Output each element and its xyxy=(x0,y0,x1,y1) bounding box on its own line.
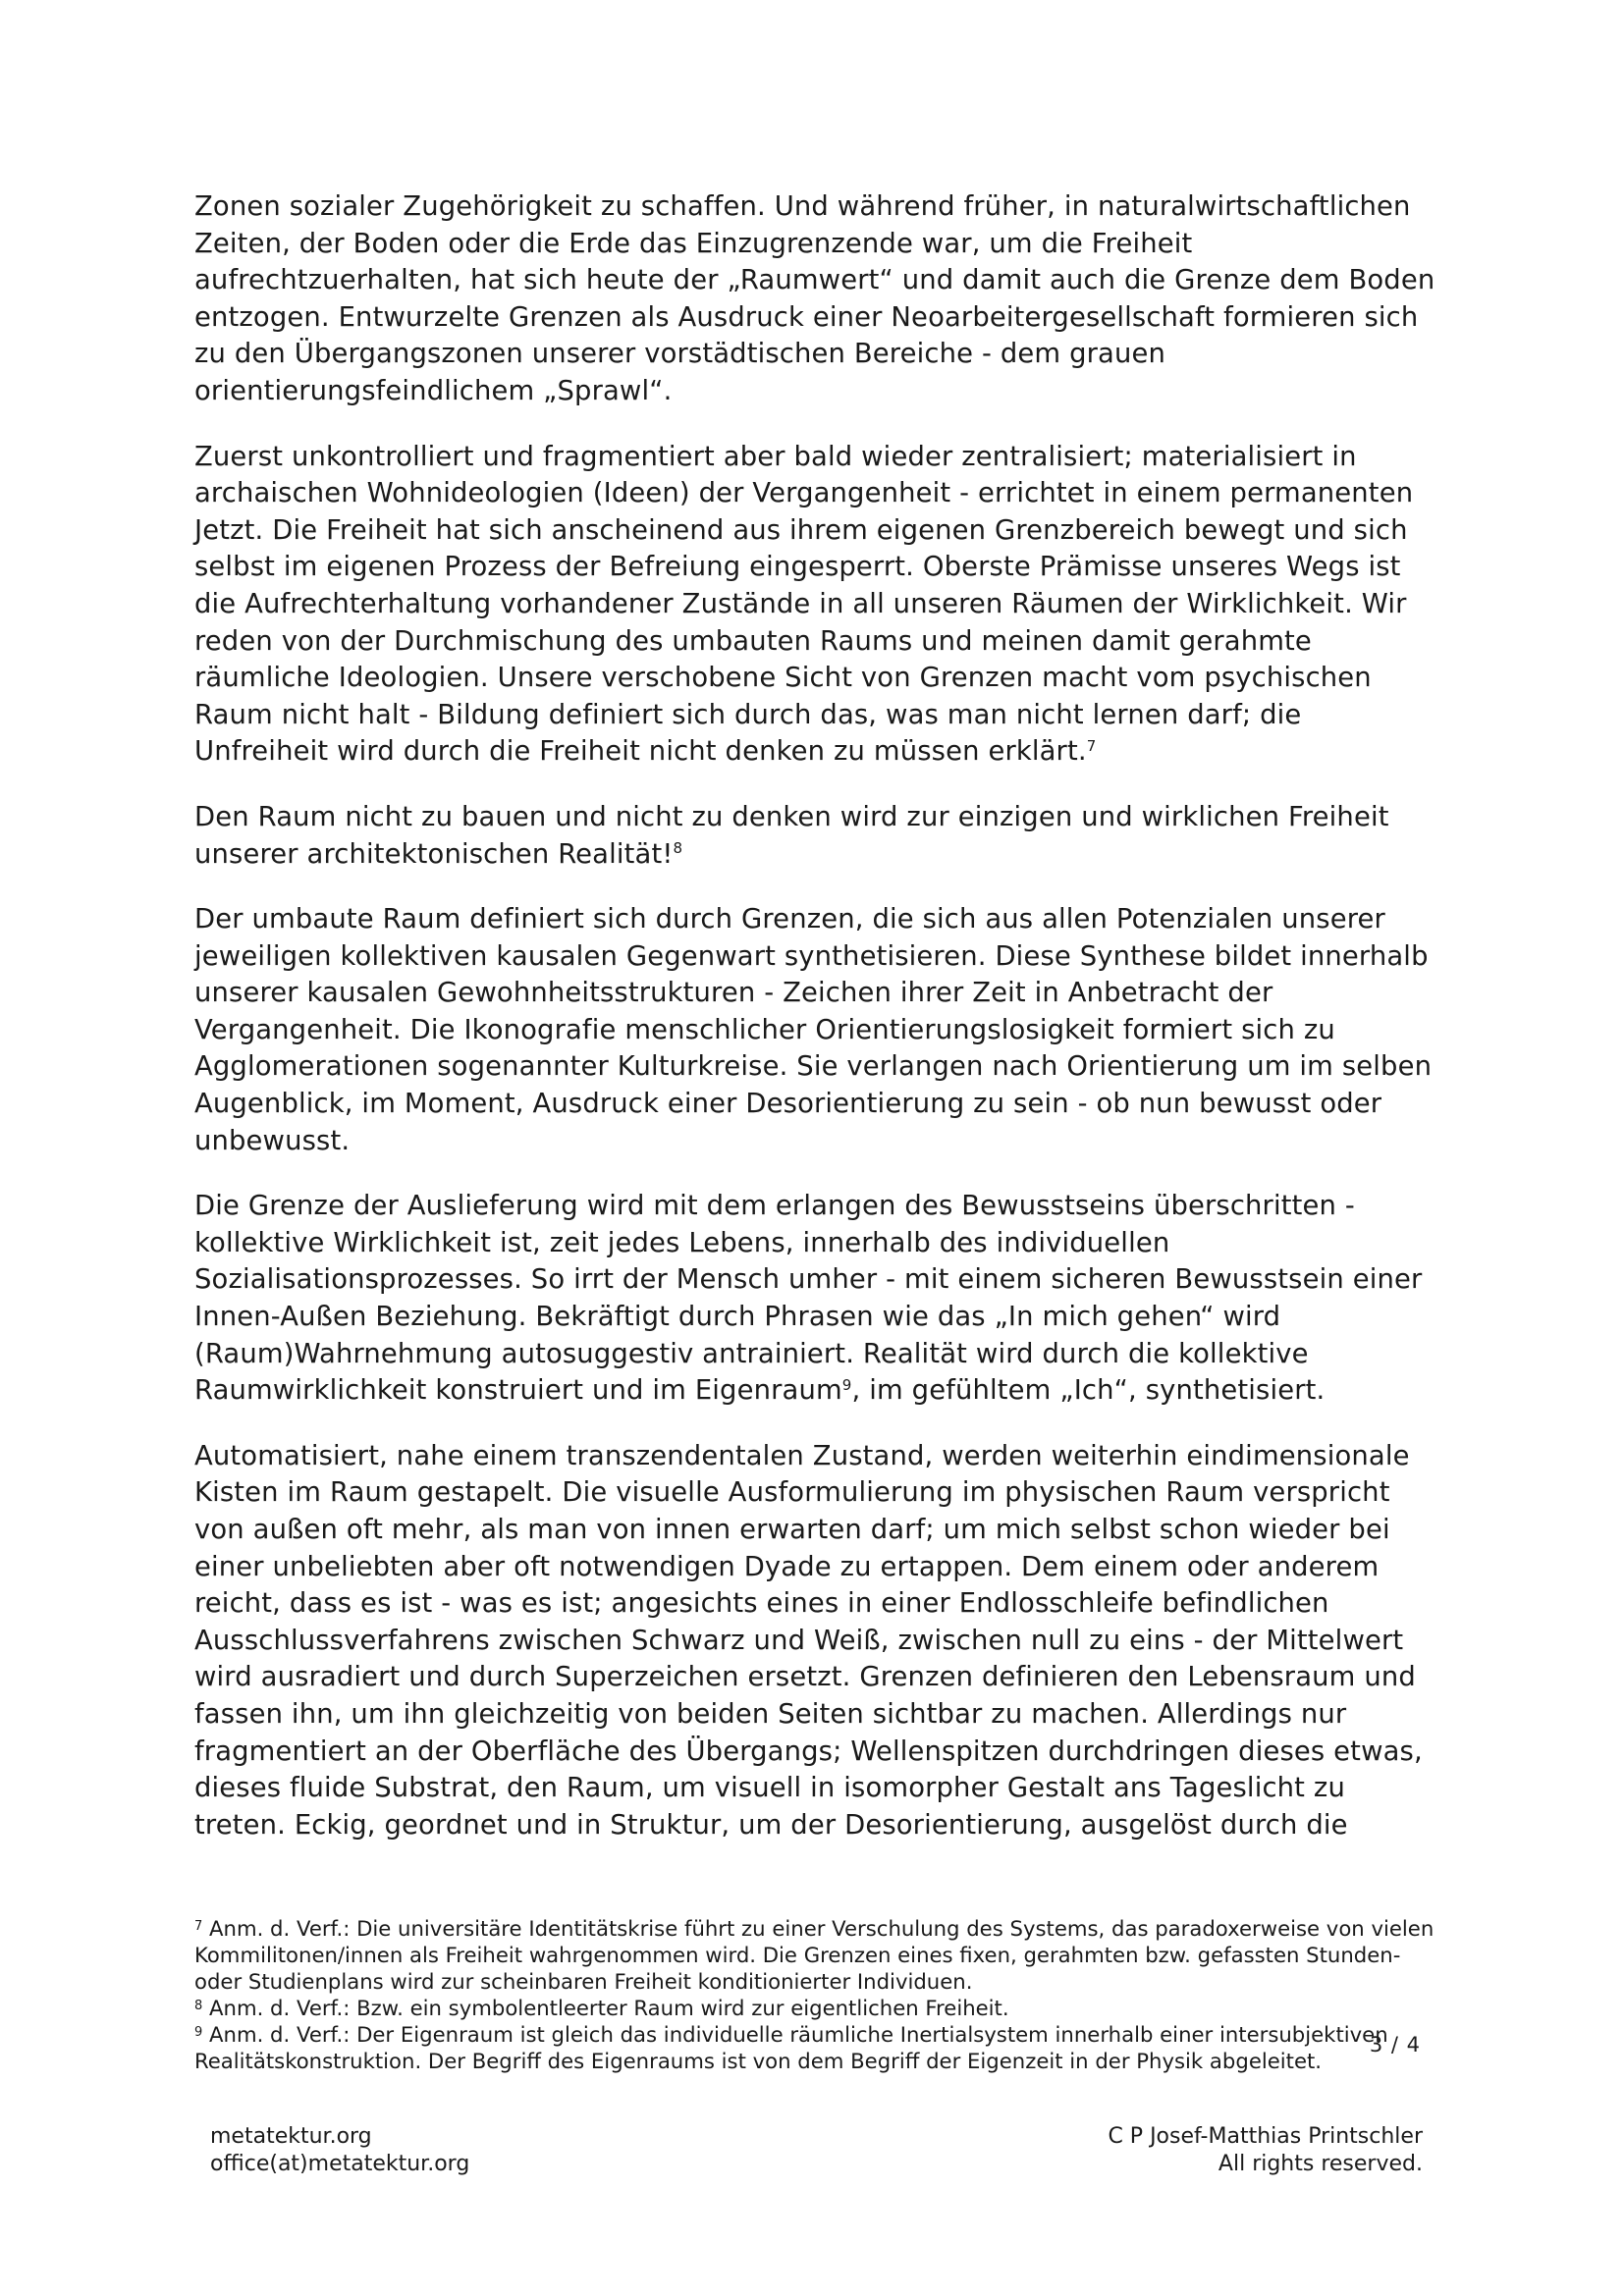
email-link[interactable]: office(at)metatektur.org xyxy=(210,2152,470,2176)
footnote-number: 7 xyxy=(194,1918,203,1934)
paragraph: Den Raum nicht zu bauen und nicht zu denken wird zur einzigen und wirklichen Freiheit unserer architektonischen Realität!$^8$ xyxy=(194,801,1389,870)
paragraph: Zonen sozialer Zugehörigkeit zu schaffen. Und während früher, in naturalwirtschaftlichen Zeiten, der Boden oder die Erde das Einzugrenzende war, um die Freiheit aufrechtzuerhalten, hat sich heute der „Raumwert“ und damit auch die Grenze dem Boden entzogen. Entwurzelte Grenzen als Ausdruck einer Neoarbeitergesellschaft formieren sich zu den Übergangszonen unserer vorstädtischen Bereiche - dem grauen orientierungsfeindlichem „Sprawl“. xyxy=(194,191,1435,406)
footnote-number: 9 xyxy=(194,2024,203,2040)
footnote-ref[interactable]: 8 xyxy=(673,839,683,858)
footnote-ref[interactable]: 7 xyxy=(1086,737,1097,756)
paragraph: Der umbaute Raum definiert sich durch Grenzen, die sich aus allen Potenzialen unserer jeweiligen kollektiven kausalen Gegenwart synthetisieren. Diese Synthese bildet innerhalb unserer kausalen Gewohnheitsstrukturen - Zeichen ihrer Zeit in Anbetracht der Vergangenheit. Die Ikonografie menschlicher Orientierungslosigkeit formiert sich zu Agglomerationen sogenannter Kulturkreise. Sie verlangen nach Orientierung um im selben Augenblick, im Moment, Ausdruck einer Desorientierung zu sein - ob nun bewusst oder unbewusst. xyxy=(194,904,1433,1156)
rights-notice: All rights reserved. xyxy=(1218,2152,1423,2176)
footnote: $^8$ Anm. d. Verf.: Bzw. ein symbolentleerter Raum wird zur eigentlichen Freiheit. xyxy=(194,1996,1009,2020)
footnote: $^7$ Anm. d. Verf.: Die universitäre Identitätskrise führt zu einer Verschulung des Systems, das paradoxerweise von vielen Kommilitonen/innen als Freiheit wahrgenommen wird. Die Grenzen eines fixen, gerahmten bzw. gefassten Stunden- oder Studienplans wird zur scheinbaren Freiheit konditionierter Individuen. xyxy=(194,1916,1435,1994)
page-number: 3 / 4 xyxy=(1369,2033,1421,2056)
footnote: $^9$ Anm. d. Verf.: Der Eigenraum ist gleich das individuelle räumliche Inertialsystem innerhalb einer intersubjektiven Realitätskonstruktion. Der Begriff des Eigenraums ist von dem Begriff der Eigenzeit in der Physik abgeleitet. xyxy=(194,2022,1388,2073)
footnote-ref[interactable]: 9 xyxy=(841,1376,852,1395)
paragraph: Die Grenze der Auslieferung wird mit dem erlangen des Bewusstseins überschritten - kollektive Wirklichkeit ist, zeit jedes Lebens, innerhalb des individuellen Sozialisationsprozesses. So irrt der Mensch umher - mit einem sicheren Bewusstsein einer Innen-Außen Beziehung. Bekräftigt durch Phrasen wie das „In mich gehen“ wird (Raum)Wahrnehmung autosuggestiv antrainiert. Realität wird durch die kollektive Raumwirklichkeit konstruiert und im Eigenraum$^9$, im gefühltem „Ich“, synthetisiert. xyxy=(194,1191,1423,1407)
body-text xyxy=(194,188,1443,1872)
footnotes xyxy=(194,1915,1441,2074)
copyright-holder: C P Josef-Matthias Printschler xyxy=(1108,2124,1423,2149)
footnote-number: 8 xyxy=(194,1998,203,2013)
paragraph: Automatisiert, nahe einem transzendentalen Zustand, werden weiterhin eindimensionale Kisten im Raum gestapelt. Die visuelle Ausformulierung im physischen Raum verspricht von außen oft mehr, als man von innen erwarten darf; um mich selbst schon wieder bei einer unbeliebten aber oft notwendigen Dyade zu ertappen. Dem einem oder anderem reicht, dass es ist - was es ist; angesichts eines in einer Endlosschleife befindlichen Ausschlussverfahrens zwischen Schwarz und Weiß, zwischen null zu eins - der Mittelwert wird ausradiert und durch Superzeichen ersetzt. Grenzen definieren den Lebensraum und fassen ihn, um ihn gleichzeitig von beiden Seiten sichtbar zu machen. Allerdings nur fragmentiert an der Oberfläche des Übergangs; Wellenspitzen durchdringen dieses etwas, dieses fluide Substrat, den Raum, um visuell in isomorpher Gestalt ans Tageslicht zu treten. Eckig, geordnet und in Struktur, um der Desorientierung, ausgelöst durch die xyxy=(194,1440,1423,1841)
footer-copyright xyxy=(1108,2123,1423,2178)
footer-contact xyxy=(210,2123,469,2178)
website-link[interactable]: metatektur.org xyxy=(210,2124,372,2149)
paragraph: Zuerst unkontrolliert und fragmentiert aber bald wieder zentralisiert; materialisiert in archaischen Wohnideologien (Ideen) der Vergangenheit - errichtet in einem permanenten Jetzt. Die Freiheit hat sich anscheinend aus ihrem eigenen Grenzbereich bewegt und sich selbst im eigenen Prozess der Befreiung eingesperrt. Oberste Prämisse unseres Wegs ist die Aufrechterhaltung vorhandener Zustände in all unseren Räumen der Wirklichkeit. Wir reden von der Durchmischung des umbauten Raums und meinen damit gerahmte räumliche Ideologien. Unsere verschobene Sicht von Grenzen macht vom psychischen Raum nicht halt - Bildung definiert sich durch das, was man nicht lernen darf; die Unfreiheit wird durch die Freiheit nicht denken zu müssen erklärt.$^7$ xyxy=(194,441,1414,768)
